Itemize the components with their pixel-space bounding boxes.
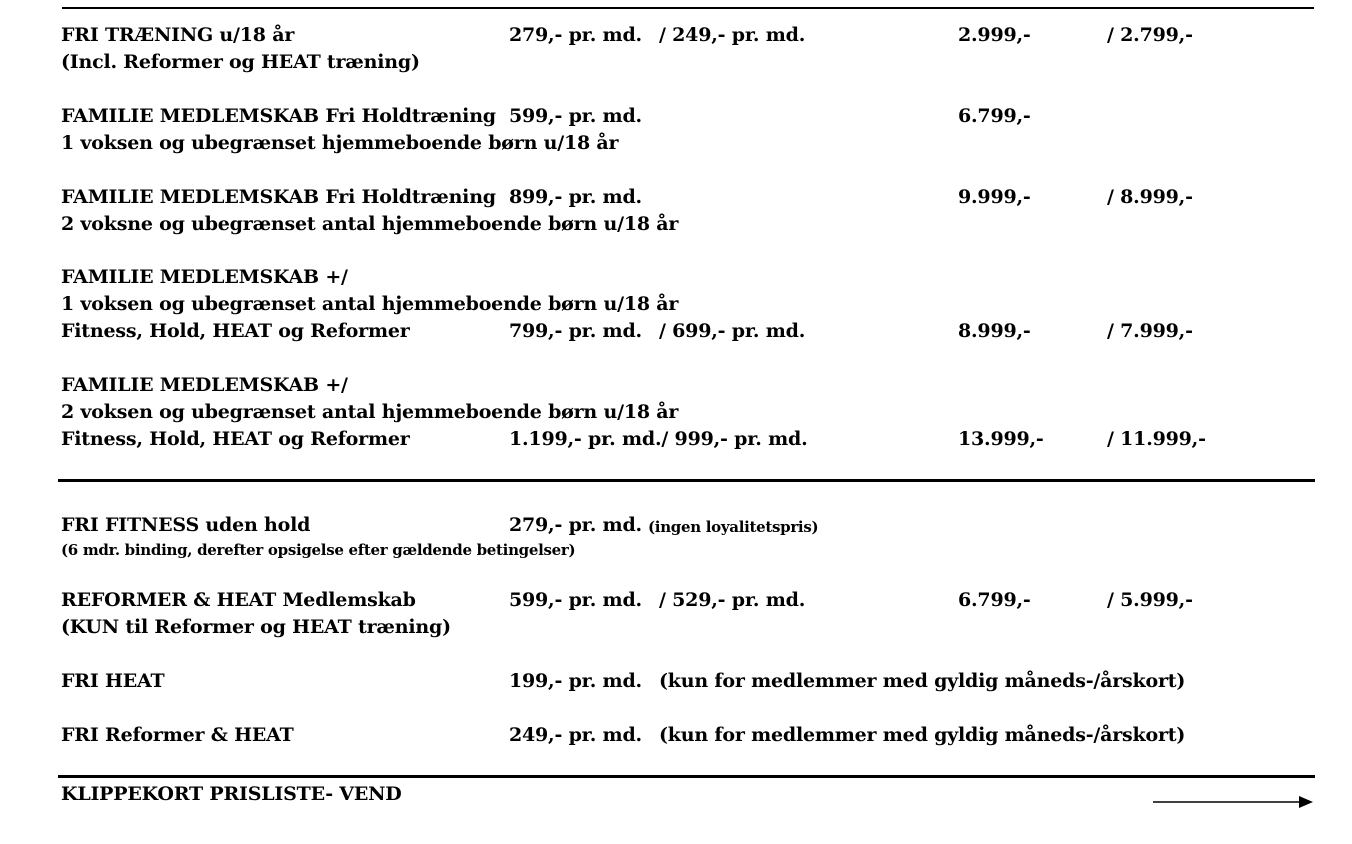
footer-divider [58, 775, 1315, 778]
arrow-right-icon [1153, 794, 1313, 810]
row-8-name: FRI HEAT [61, 670, 165, 692]
row-5-monthly: 1.199,- pr. md./ 999,- pr. md. [509, 428, 808, 450]
row-4-yearly-loyal: / 7.999,- [1107, 320, 1193, 342]
row-5-yearly-loyal: / 11.999,- [1107, 428, 1206, 450]
row-8-note: (kun for medlemmer med gyldig måneds-/årskort) [659, 670, 1186, 692]
row-5-sub2: Fitness, Hold, HEAT og Reformer [61, 428, 410, 450]
row-1-sub: (Incl. Reformer og HEAT træning) [61, 51, 420, 73]
row-2-monthly: 599,- pr. md. [509, 105, 642, 127]
row-4-sub: 1 voksen og ubegrænset antal hjemmeboende børn u/18 år [61, 293, 679, 315]
section-divider [58, 479, 1315, 482]
row-4-monthly-loyal: / 699,- pr. md. [659, 320, 806, 342]
row-3-name: FAMILIE MEDLEMSKAB Fri Holdtræning [61, 186, 496, 208]
row-9-name: FRI Reformer & HEAT [61, 724, 294, 746]
row-1-name: FRI TRÆNING u/18 år [61, 24, 295, 46]
row-3-yearly: 9.999,- [958, 186, 1031, 208]
row-7-sub: (KUN til Reformer og HEAT træning) [61, 616, 451, 638]
row-3-yearly-loyal: / 8.999,- [1107, 186, 1193, 208]
row-5-sub: 2 voksen og ubegrænset antal hjemmeboende børn u/18 år [61, 401, 679, 423]
row-9-note: (kun for medlemmer med gyldig måneds-/årskort) [659, 724, 1186, 746]
row-4-yearly: 8.999,- [958, 320, 1031, 342]
row-6-monthly: 279,- pr. md. [509, 514, 642, 536]
row-7-yearly: 6.799,- [958, 589, 1031, 611]
row-4-name: FAMILIE MEDLEMSKAB +/ [61, 266, 348, 288]
row-7-monthly-loyal: / 529,- pr. md. [659, 589, 806, 611]
row-7-yearly-loyal: / 5.999,- [1107, 589, 1193, 611]
row-2-sub: 1 voksen og ubegrænset hjemmeboende børn u/18 år [61, 132, 619, 154]
row-2-name: FAMILIE MEDLEMSKAB Fri Holdtræning [61, 105, 496, 127]
row-5-yearly: 13.999,- [958, 428, 1044, 450]
row-7-name: REFORMER & HEAT Medlemskab [61, 589, 416, 611]
row-5-name: FAMILIE MEDLEMSKAB +/ [61, 374, 348, 396]
row-6-sub: (6 mdr. binding, derefter opsigelse efter gældende betingelser) [61, 541, 576, 559]
row-1-monthly: 279,- pr. md. [509, 24, 642, 46]
row-3-monthly: 899,- pr. md. [509, 186, 642, 208]
row-3-sub: 2 voksne og ubegrænset antal hjemmeboende børn u/18 år [61, 213, 679, 235]
top-divider [62, 7, 1314, 9]
row-1-yearly-loyal: / 2.799,- [1107, 24, 1193, 46]
row-4-sub2: Fitness, Hold, HEAT og Reformer [61, 320, 410, 342]
footer-label: KLIPPEKORT PRISLISTE- VEND [61, 783, 402, 805]
row-1-yearly: 2.999,- [958, 24, 1031, 46]
row-6-name: FRI FITNESS uden hold [61, 514, 311, 536]
row-8-monthly: 199,- pr. md. [509, 670, 642, 692]
row-6-note: (ingen loyalitetspris) [648, 518, 819, 536]
row-9-monthly: 249,- pr. md. [509, 724, 642, 746]
row-7-monthly: 599,- pr. md. [509, 589, 642, 611]
row-1-monthly-loyal: / 249,- pr. md. [659, 24, 806, 46]
row-4-monthly: 799,- pr. md. [509, 320, 642, 342]
row-2-yearly: 6.799,- [958, 105, 1031, 127]
